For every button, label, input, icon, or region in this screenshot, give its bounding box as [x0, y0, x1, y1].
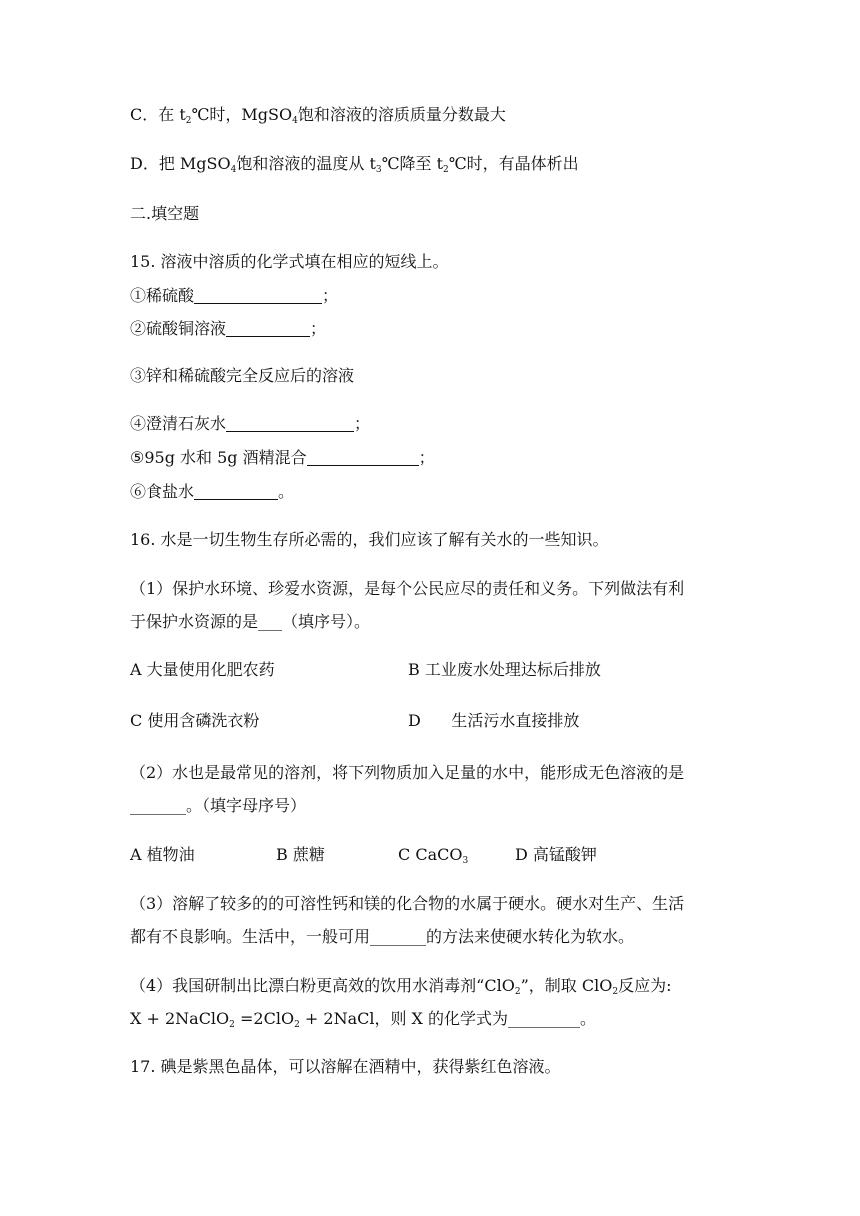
- q16-part-1-line-1: （1）保护水环境、珍爱水资源，是每个公民应尽的责任和义务。下列做法有利: [130, 579, 685, 598]
- option-d: D．把 MgSO$_4$饱和溶液的温度从 $t_3℃$降至 $t_2℃$时，有晶体析出: [130, 154, 579, 175]
- q16-part-2-line-1: （2）水也是最常见的溶剂，将下列物质加入足量的水中，能形成无色溶液的是: [130, 763, 685, 782]
- answer-blank[interactable]: [226, 413, 354, 432]
- answer-blank[interactable]: [226, 318, 310, 337]
- answer-blank[interactable]: [194, 285, 322, 304]
- q16-1-option-b: B 工业废水处理达标后排放: [408, 660, 601, 679]
- q16-2-option-b: B 蔗糖: [276, 845, 325, 864]
- q15-item-2: ②硫酸铜溶液 ；: [130, 319, 327, 338]
- question-17: 17. 碘是紫黑色晶体，可以溶解在酒精中，获得紫红色溶液。: [130, 1057, 561, 1076]
- q15-item-1: ①稀硫酸 ；: [130, 286, 339, 305]
- q16-1-option-a: A 大量使用化肥农药: [130, 660, 275, 679]
- answer-blank[interactable]: [307, 447, 419, 466]
- q16-2-option-c: C CaCO$_3$: [398, 845, 469, 866]
- q15-item-4: ④澄清石灰水 ；: [130, 414, 371, 433]
- q16-part-3-line-1: （3）溶解了较多的的可溶性钙和镁的化合物的水属于硬水。硬水对生产、生活: [130, 894, 685, 913]
- section-heading: 二.填空题: [130, 204, 200, 223]
- q16-1-option-c: C 使用含磷洗衣粉: [130, 711, 260, 730]
- option-c: C．在 $t_2℃$时，MgSO$_4$饱和溶液的溶质质量分数最大: [130, 105, 506, 126]
- question-16: 16. 水是一切生物生存所必需的，我们应该了解有关水的一些知识。: [130, 530, 609, 549]
- q16-2-option-d: D 高锰酸钾: [515, 845, 597, 864]
- q15-item-6: ⑥食盐水 。: [130, 482, 295, 501]
- q15-item-5: ⑤95g 水和 5g 酒精混合 ；: [130, 448, 435, 467]
- q16-part-4-line-2: X + 2NaClO$_2$ =2ClO$_2$ + 2NaCl，则 X 的化学式为_________。: [130, 1009, 597, 1030]
- q16-part-1-line-2: 于保护水资源的是___（填序号）。: [130, 612, 371, 631]
- q16-2-option-a: A 植物油: [130, 845, 195, 864]
- q16-part-4-line-1: （4）我国研制出比漂白粉更高效的饮用水消毒剂“ClO$_2$”，制取 ClO$_2$反应为:: [130, 976, 672, 997]
- q15-item-3: ③锌和稀硫酸完全反应后的溶液: [130, 366, 355, 385]
- answer-blank[interactable]: [194, 481, 278, 500]
- q16-1-option-d: D 生活污水直接排放: [408, 711, 580, 730]
- question-15: 15. 溶液中溶质的化学式填在相应的短线上。: [130, 252, 449, 271]
- q16-part-3-line-2: 都有不良影响。生活中，一般可用_______的方法来使硬水转化为软水。: [130, 927, 635, 946]
- q16-part-2-line-2: _______。（填字母序号）: [130, 796, 307, 815]
